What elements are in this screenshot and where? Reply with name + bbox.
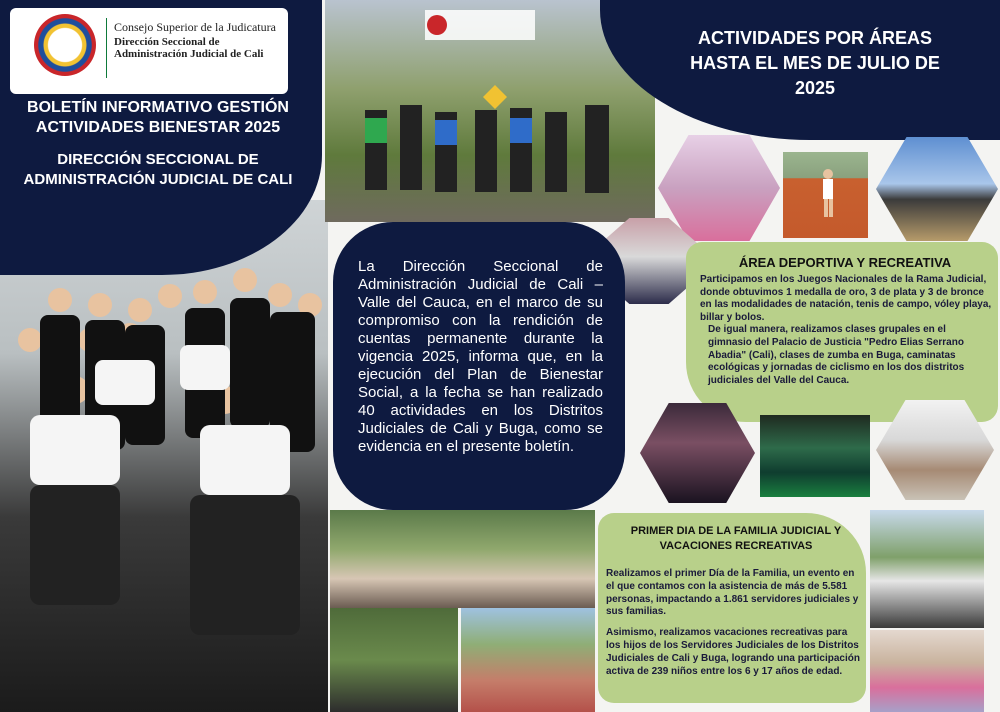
bulletin-title: BOLETÍN INFORMATIVO GESTIÓN ACTIVIDADES BIENESTAR 2025 bbox=[27, 99, 289, 136]
sports-paragraph-2: De igual manera, realizamos clases grupales en el gimnasio del Palacio de Justicia "Pedro Elias Serrano Abadia" (Cali), clases de zumba en Buga, caminatas ecológicas y jornadas de ciclismo en los dos distritos judiciales del Valle del Cauca. bbox=[708, 324, 965, 386]
bulletin-subtitle: DIRECCIÓN SECCIONAL DE ADMINISTRACIÓN JUDICIAL DE CALI bbox=[23, 151, 293, 188]
sports-paragraph-1: Participamos en los Juegos Nacionales de la Rama Judicial, donde obtuvimos 1 medalla de oro, 3 de plata y 3 de bronce en las modalidades de natación, tenis de campo, vóley playa, billar y bolos. bbox=[700, 274, 992, 323]
kids-activity-photo bbox=[870, 630, 984, 712]
sports-text bbox=[700, 274, 992, 387]
family-paragraph-1: Realizamos el primer Día de la Familia, un evento en el que contamos con la asistencia de más de 5.581 personas, impactando a 1.861 servidores judiciales y sus familias. bbox=[606, 568, 859, 618]
sports-title: ÁREA DEPORTIVA Y RECREATIVA bbox=[738, 255, 952, 270]
intro-text: La Dirección Seccional de Administración Judicial de Cali – Valle del Cauca, en el marco de su compromiso con la rendición de cuentas permanente durante la vigencia 2025, informa que, en la ejecución del Plan de Bienestar Social, a la fecha se han realizado 40 actividades en los Distritos Judiciales de Cali y Buga, como se evidencia en el presente boletín. bbox=[358, 258, 603, 455]
beach-group-photo-hex bbox=[876, 137, 998, 241]
logo-divider bbox=[106, 18, 107, 78]
colombia-seal-icon bbox=[34, 14, 96, 76]
tennis-player bbox=[783, 152, 868, 238]
family-paragraph-2: Asimismo, realizamos vacaciones recreativas para los hijos de los Servidores Judiciales de los Distritos Judiciales de Cali y Buga, logrando una participación activa de 239 niños entre los 6 y 17 años de edad. bbox=[606, 627, 860, 677]
logo-line2: Dirección Seccional de Administración Judicial de Cali bbox=[114, 36, 264, 60]
family-photo-2 bbox=[330, 608, 458, 712]
logo-line1: Consejo Superior de la Judicatura bbox=[114, 20, 276, 34]
family-photo-3 bbox=[461, 608, 595, 712]
dance-floor-photo bbox=[760, 415, 870, 497]
family-title: PRIMER DIA DE LA FAMILIA JUDICIAL Y VACACIONES RECREATIVAS bbox=[630, 525, 842, 552]
areas-title: ACTIVIDADES POR ÁREAS HASTA EL MES DE JULIO DE 2025 bbox=[690, 28, 940, 98]
logo-card bbox=[10, 8, 288, 94]
team-group-photo bbox=[0, 200, 328, 712]
family-outdoor-photo bbox=[870, 510, 984, 628]
team-figures bbox=[0, 200, 328, 712]
family-text bbox=[606, 568, 860, 678]
family-photo-1 bbox=[330, 510, 595, 608]
tennis-photo bbox=[783, 152, 868, 238]
